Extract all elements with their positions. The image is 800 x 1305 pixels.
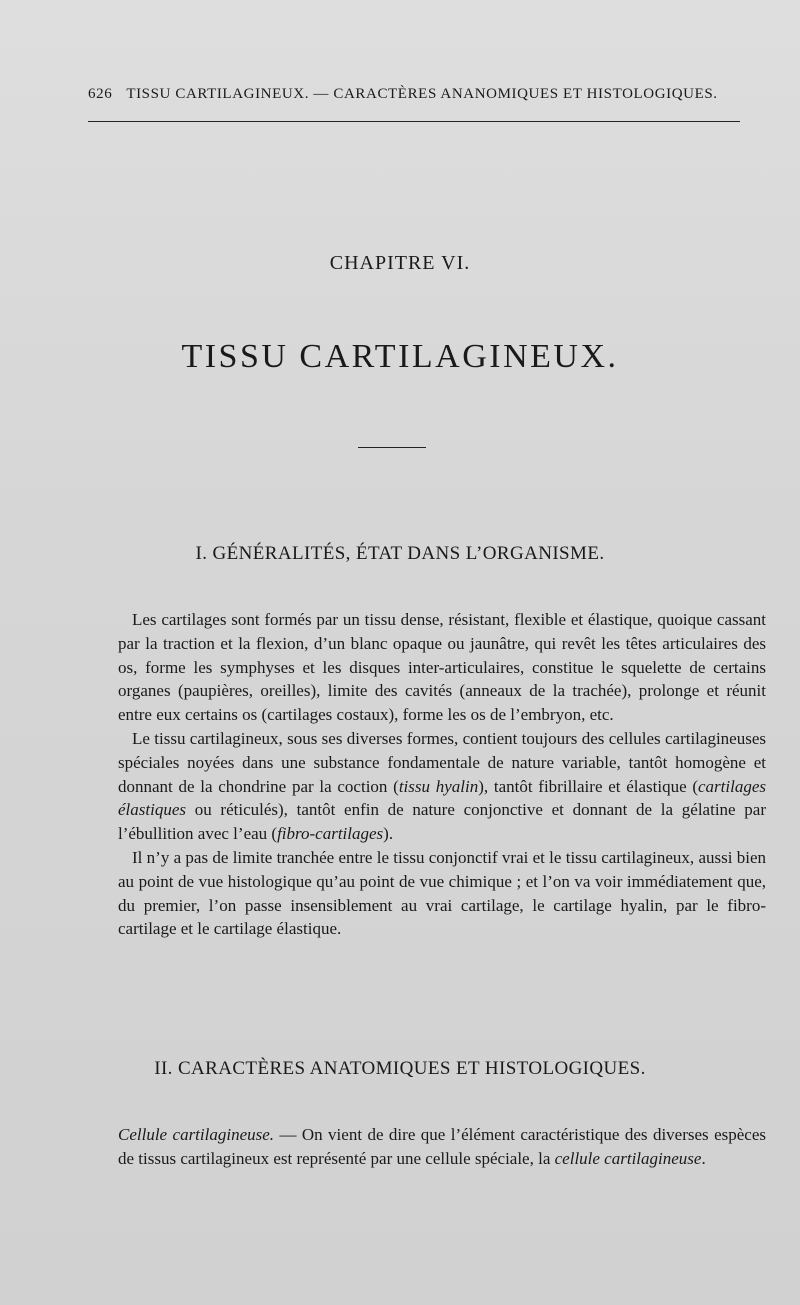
header-rule <box>88 121 740 122</box>
text-run: ). <box>383 824 394 844</box>
section-heading-generalites: I. GÉNÉRALITÉS, ÉTAT DANS L’ORGANISME. <box>195 543 605 564</box>
italic-term: cartilages élastiques <box>118 776 767 820</box>
running-header <box>88 86 748 103</box>
text-run: ), tantôt fibrillaire et élastique ( <box>478 776 699 796</box>
title-divider <box>358 447 426 448</box>
text-run: ou réticulés), tantôt enfin de nature conjonctive et donnant de la gélatine par l’ébullition avec l’eau ( <box>118 800 766 844</box>
paragraph: Il n’y a pas de limite tranchée entre le tissu conjonctif vrai et le tissu cartilagineux, aussi bien au point de vue histologique qu’au point de vue chimique ; et l’on va voir immédiatement que, du premier, l’on passe insensiblement au vrai cartilage, le cartilage hyalin, par le fibro-cartilage et le cartilage élastique. <box>118 847 766 939</box>
italic-term: fibro-cartilages <box>277 824 384 844</box>
section-body-caracteres <box>118 1123 766 1171</box>
chapter-label: CHAPITRE VI. <box>329 252 471 274</box>
italic-term: cellule cartilagineuse <box>554 1148 702 1168</box>
text-run: Le tissu cartilagineux, sous ses diverses formes, contient toujours des cellules cartilagineuses spéciales noyées dans une substance fondamentale de nature variable, tantôt homogène et donnant de la chondrine par la coction ( <box>118 728 766 796</box>
chapter-title: TISSU CARTILAGINEUX. <box>181 338 619 375</box>
paragraph <box>118 727 766 846</box>
section-heading-caracteres: II. CARACTÈRES ANATOMIQUES ET HISTOLOGIQUES. <box>154 1058 646 1079</box>
section-body-generalites <box>118 608 766 941</box>
paragraph: Les cartilages sont formés par un tissu dense, résistant, flexible et élastique, quoique cassant par la traction et la flexion, d’un blanc opaque ou jaunâtre, qui revêt les têtes articulaires des os, forme les symphyses et les disques inter-articulaires, constitue le squelette de certains organes (paupières, oreilles), limite des cavités (anneaux de la trachée), prolonge et réunit entre eux certains os (cartilages costaux), forme les os de l’embryon, etc. <box>118 610 766 725</box>
page-number: 626 <box>88 86 113 102</box>
paragraph <box>118 1123 766 1171</box>
text-run: . <box>701 1148 706 1168</box>
italic-term: Cellule cartilagineuse. <box>118 1125 275 1144</box>
italic-term: tissu hyalin <box>398 776 479 796</box>
text-run: — On vient de dire que l’élément caractéristique des diverses espèces de tissus cartilagineux est représenté par une cellule spéciale, la <box>118 1125 766 1168</box>
running-title: TISSU CARTILAGINEUX. — CARACTÈRES ANANOMIQUES ET HISTOLOGIQUES. <box>126 86 718 102</box>
